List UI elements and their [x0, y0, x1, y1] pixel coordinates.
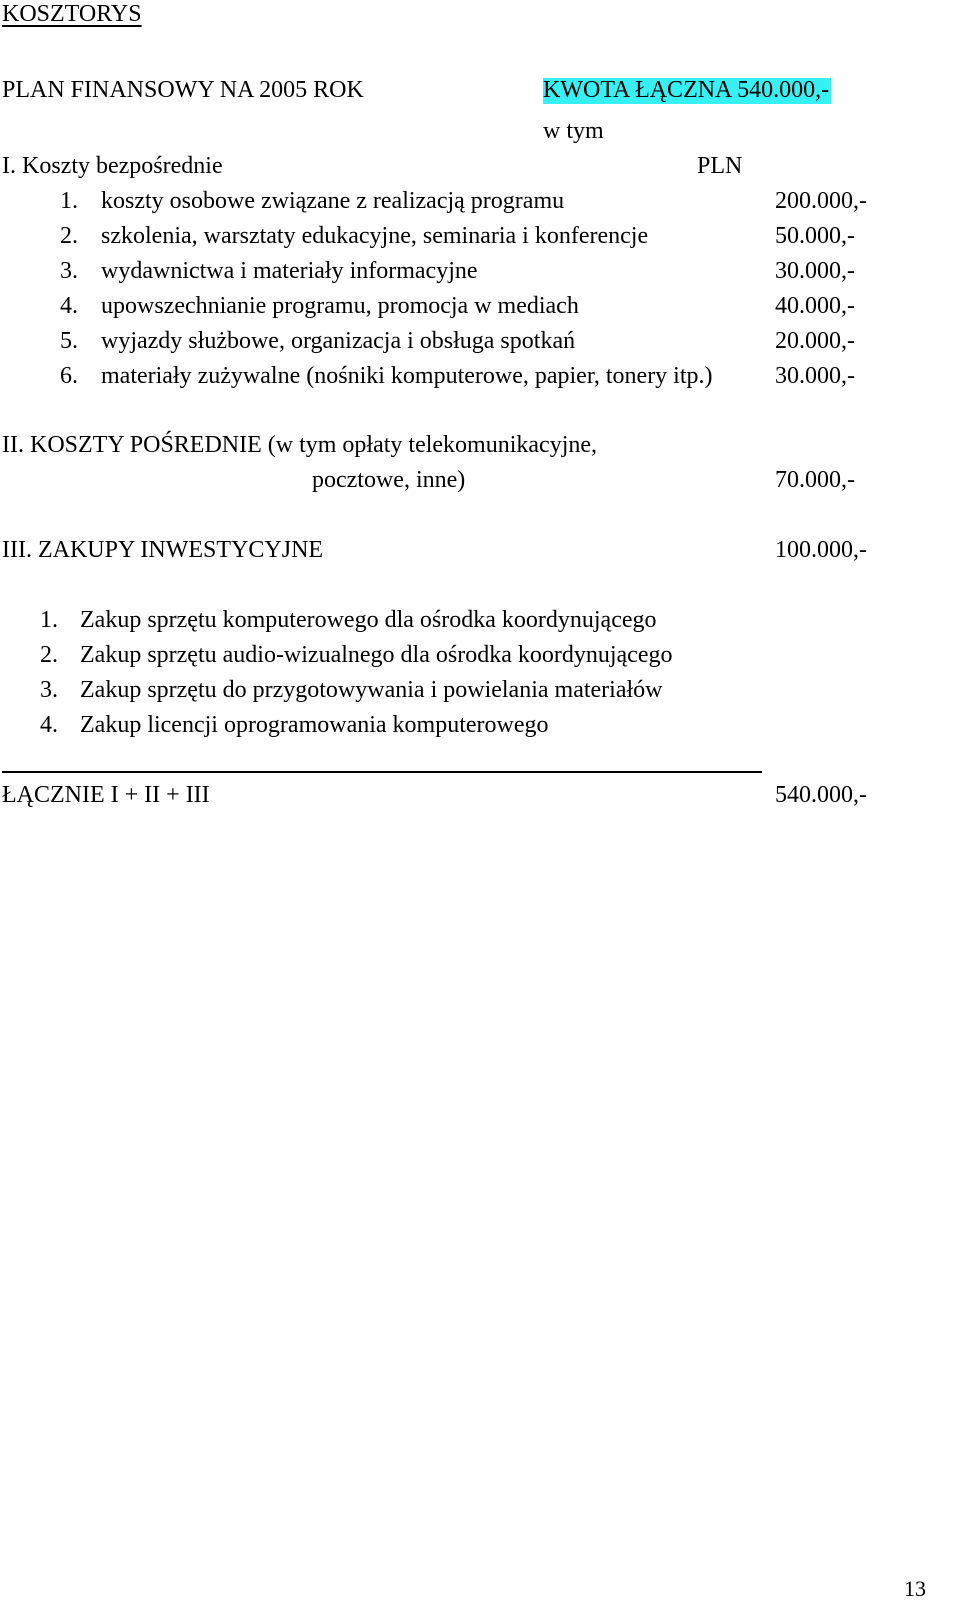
document-title: KOSZTORYS: [2, 1, 142, 27]
indirect-costs-amount: 70.000,-: [775, 467, 855, 493]
indirect-costs-heading-continued: pocztowe, inne): [312, 467, 466, 493]
direct-item-3-number: 3.: [60, 258, 78, 284]
direct-item-2-number: 2.: [60, 223, 78, 249]
indirect-costs-heading: II. KOSZTY POŚREDNIE (w tym opłaty telekomunikacyjne,: [2, 432, 598, 458]
grand-total-amount: 540.000,-: [775, 782, 867, 808]
investment-item-2-label: Zakup sprzętu audio-wizualnego dla ośrodka koordynującego: [80, 642, 673, 668]
direct-item-2-amount: 50.000,-: [775, 223, 855, 249]
investment-item-1-label: Zakup sprzętu komputerowego dla ośrodka koordynującego: [80, 607, 657, 633]
direct-item-2-label: szkolenia, warsztaty edukacyjne, seminaria i konferencje: [101, 223, 649, 249]
direct-costs-heading: I. Koszty bezpośrednie: [2, 153, 223, 179]
direct-item-3-amount: 30.000,-: [775, 258, 855, 284]
total-amount-highlight: KWOTA ŁĄCZNA 540.000,-: [543, 77, 830, 103]
direct-item-6-label: materiały zużywalne (nośniki komputerowe, papier, tonery itp.): [101, 363, 713, 389]
direct-item-6-number: 6.: [60, 363, 78, 389]
direct-item-1-label: koszty osobowe związane z realizacją programu: [101, 188, 565, 214]
investment-item-4-label: Zakup licencji oprogramowania komputerowego: [80, 712, 549, 738]
currency-label: PLN: [697, 153, 743, 179]
direct-item-1-number: 1.: [60, 188, 78, 214]
investments-amount: 100.000,-: [775, 537, 867, 563]
direct-item-5-amount: 20.000,-: [775, 328, 855, 354]
direct-item-6-amount: 30.000,-: [775, 363, 855, 389]
plan-heading: PLAN FINANSOWY NA 2005 ROK: [2, 77, 364, 103]
direct-item-4-label: upowszechnianie programu, promocja w mediach: [101, 293, 579, 319]
investment-item-3-number: 3.: [40, 677, 58, 703]
direct-item-1-amount: 200.000,-: [775, 188, 867, 214]
direct-item-3-label: wydawnictwa i materiały informacyjne: [101, 258, 478, 284]
direct-item-5-number: 5.: [60, 328, 78, 354]
total-separator-line: [2, 771, 762, 773]
investment-item-3-label: Zakup sprzętu do przygotowywania i powielania materiałów: [80, 677, 663, 703]
investment-item-2-number: 2.: [40, 642, 58, 668]
grand-total-label: ŁĄCZNIE I + II + III: [2, 782, 210, 808]
page-number: 13: [904, 1576, 926, 1601]
investment-item-1-number: 1.: [40, 607, 58, 633]
investment-item-4-number: 4.: [40, 712, 58, 738]
direct-item-4-number: 4.: [60, 293, 78, 319]
direct-item-4-amount: 40.000,-: [775, 293, 855, 319]
investments-heading: III. ZAKUPY INWESTYCYJNE: [2, 537, 324, 563]
in-that-label: w tym: [543, 118, 604, 144]
direct-item-5-label: wyjazdy służbowe, organizacja i obsługa spotkań: [101, 328, 576, 354]
